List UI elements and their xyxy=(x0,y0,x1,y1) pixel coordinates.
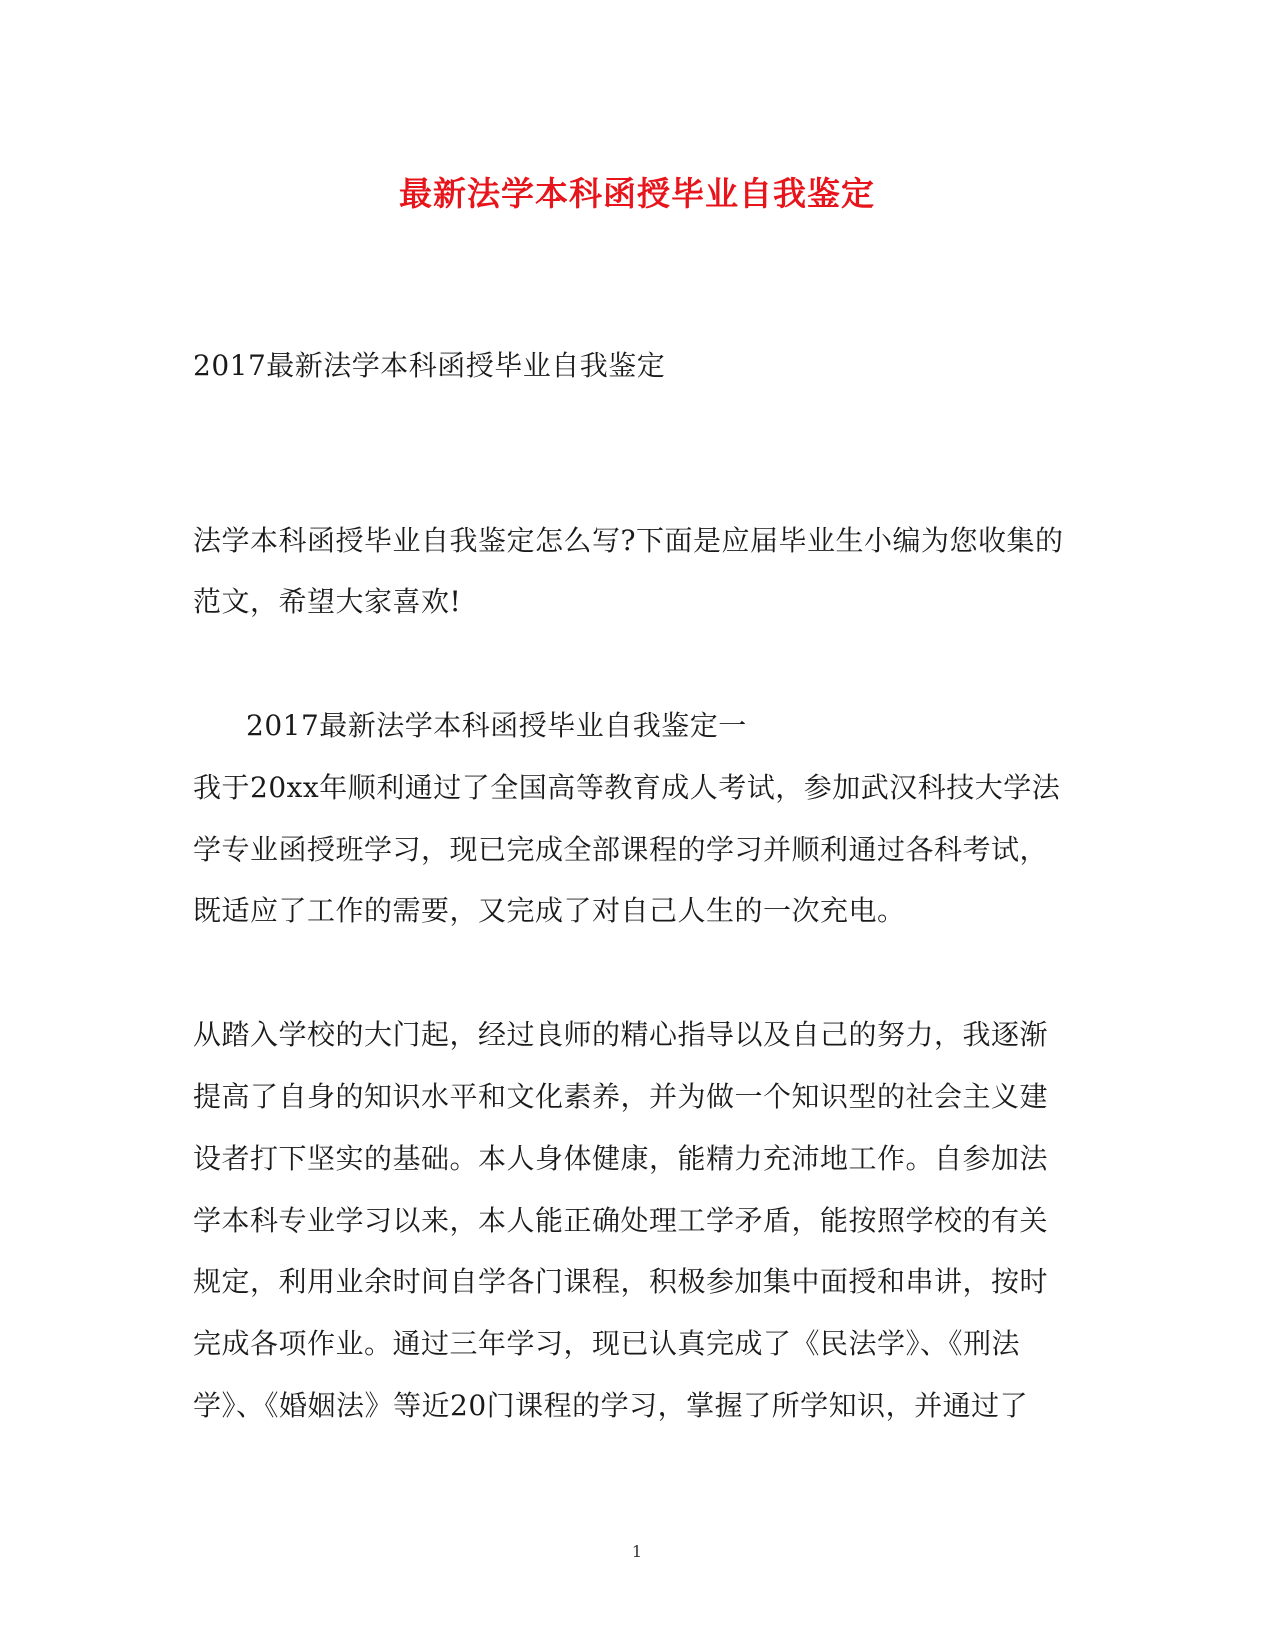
paragraph-line: 从踏入学校的大门起，经过良师的精心指导以及自己的努力，我逐渐 xyxy=(193,1018,1049,1051)
paragraph-line: 既适应了工作的需要，又完成了对自己人生的一次充电。 xyxy=(193,894,906,927)
page-number: 1 xyxy=(631,1542,643,1561)
intro-line: 范文，希望大家喜欢! xyxy=(193,585,462,618)
section-heading: 2017最新法学本科函授毕业自我鉴定一 xyxy=(246,709,747,742)
document-subtitle: 2017最新法学本科函授毕业自我鉴定 xyxy=(193,349,666,382)
paragraph-line: 学本科专业学习以来，本人能正确处理工学矛盾，能按照学校的有关 xyxy=(193,1204,1049,1237)
paragraph-line: 设者打下坚实的基础。本人身体健康，能精力充沛地工作。自参加法 xyxy=(193,1142,1049,1175)
intro-line: 法学本科函授毕业自我鉴定怎么写?下面是应届毕业生小编为您收集的 xyxy=(193,524,1064,557)
paragraph-line: 我于20xx年顺利通过了全国高等教育成人考试，参加武汉科技大学法 xyxy=(193,771,1061,804)
paragraph-line: 学专业函授班学习，现已完成全部课程的学习并顺利通过各科考试， xyxy=(193,833,1049,866)
paragraph-line: 完成各项作业。通过三年学习，现已认真完成了《民法学》、《刑法 xyxy=(193,1327,1021,1360)
paragraph-line: 规定，利用业余时间自学各门课程，积极参加集中面授和串讲，按时 xyxy=(193,1265,1049,1298)
paragraph-line: 提高了自身的知识水平和文化素养，并为做一个知识型的社会主义建 xyxy=(193,1080,1049,1113)
paragraph-line: 学》、《婚姻法》等近20门课程的学习，掌握了所学知识，并通过了 xyxy=(193,1389,1029,1422)
document-title: 最新法学本科函授毕业自我鉴定 xyxy=(399,174,875,213)
